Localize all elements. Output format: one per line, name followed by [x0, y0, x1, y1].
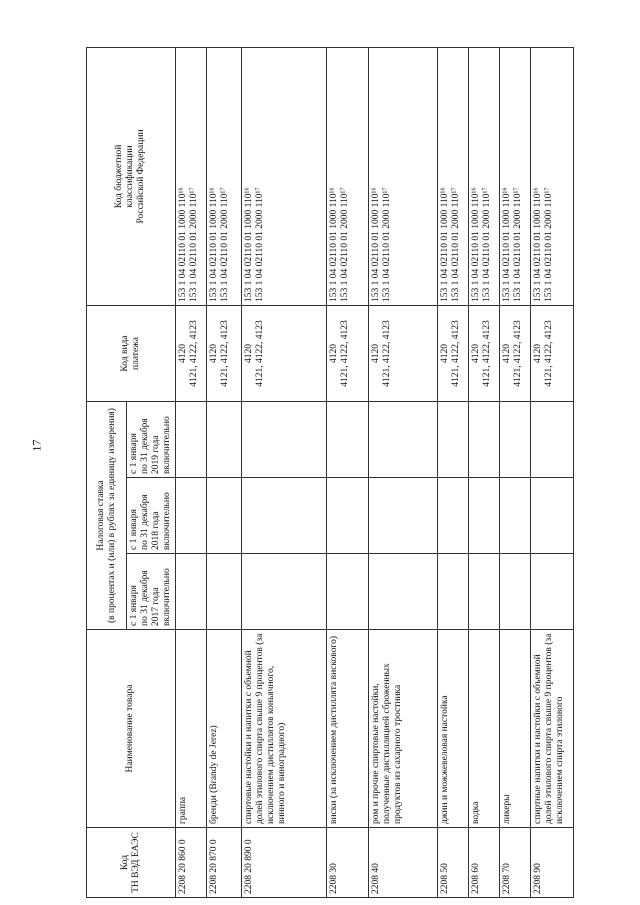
budget-code-cell [206, 48, 242, 306]
payment-code-cell [326, 306, 368, 402]
budget-code-line: 153 1 04 02110 01 2000 110¹⁷ [339, 187, 350, 302]
product-code-cell: 2208 90 [530, 828, 573, 898]
product-code-cell: 2208 20 890 0 [242, 828, 327, 898]
rate-2018-cell [530, 478, 573, 554]
table-row [468, 48, 499, 898]
budget-code-line: 153 1 04 02110 01 2000 110¹⁷ [255, 187, 266, 302]
budget-code-cell [530, 48, 573, 306]
rate-2017-cell [369, 554, 438, 630]
payment-code-cell [175, 306, 206, 402]
product-code-cell: 2208 50 [437, 828, 468, 898]
budget-code-line: 153 1 04 02110 01 1000 110¹⁶ [439, 187, 450, 302]
rate-2019-cell [206, 402, 242, 478]
payment-code-line: 4120 [501, 344, 512, 363]
payment-code-cell [206, 306, 242, 402]
rate-2017-cell [468, 554, 499, 630]
product-code-cell: 2208 60 [468, 828, 499, 898]
rate-2017-cell [499, 554, 530, 630]
rate-2019-cell [468, 402, 499, 478]
budget-code-line: 153 1 04 02110 01 1000 110¹⁶ [328, 187, 339, 302]
table-row [437, 48, 468, 898]
budget-code-line: 153 1 04 02110 01 2000 110¹⁷ [512, 187, 523, 302]
product-name-cell: водка [468, 630, 499, 828]
budget-code-line: 153 1 04 02110 01 2000 110¹⁷ [450, 187, 461, 302]
budget-code-line: 153 1 04 02110 01 2000 110¹⁷ [219, 187, 230, 302]
table-row [530, 48, 573, 898]
payment-code-line: 4121, 4122, 4123 [339, 320, 350, 387]
rotated-table-container [86, 48, 574, 898]
payment-code-line: 4120 [208, 344, 219, 363]
rate-2017-cell [437, 554, 468, 630]
budget-code-cell [468, 48, 499, 306]
product-code-cell: 2208 20 870 0 [206, 828, 242, 898]
header-rate-2018: с 1 января по 31 декабря 2018 года включительно [127, 478, 176, 554]
payment-code-cell [468, 306, 499, 402]
budget-code-line: 153 1 04 02110 01 2000 110¹⁷ [481, 187, 492, 302]
budget-code-cell [437, 48, 468, 306]
header-rate-group: Налоговая ставка (в процентах и (или) в рублях за единицу измерения) [87, 402, 127, 630]
rate-2019-cell [437, 402, 468, 478]
product-name-cell: джин и можжевеловая настойка [437, 630, 468, 828]
rate-2018-cell [175, 478, 206, 554]
header-payment-code: Код вида платежа [87, 306, 176, 402]
rate-2019-cell [242, 402, 327, 478]
page-number: 17 [29, 439, 44, 452]
payment-code-line: 4120 [371, 344, 382, 363]
payment-code-cell [437, 306, 468, 402]
product-name-cell: ром и прочие спиртовые настойки, полученные дистилляцией сброженных продуктов из сахарного тростника [369, 630, 438, 828]
rate-2018-cell [369, 478, 438, 554]
payment-code-cell [499, 306, 530, 402]
header-budget-classification: Код бюджетной классификации Российской Федерации [87, 48, 176, 306]
table-row [369, 48, 438, 898]
product-name-cell: граппа [175, 630, 206, 828]
rate-2019-cell [499, 402, 530, 478]
rate-2019-cell [369, 402, 438, 478]
rate-2019-cell [175, 402, 206, 478]
budget-code-line: 153 1 04 02110 01 1000 110¹⁶ [470, 187, 481, 302]
payment-code-line: 4120 [470, 344, 481, 363]
rate-2017-cell [206, 554, 242, 630]
rate-2019-cell [326, 402, 368, 478]
payment-code-line: 4120 [177, 344, 188, 363]
payment-code-line: 4121, 4122, 4123 [450, 320, 461, 387]
rate-2017-cell [175, 554, 206, 630]
payment-code-line: 4121, 4122, 4123 [543, 320, 554, 387]
budget-code-line: 153 1 04 02110 01 1000 110¹⁶ [208, 187, 219, 302]
rate-2017-cell [326, 554, 368, 630]
payment-code-line: 4120 [244, 344, 255, 363]
payment-code-line: 4120 [328, 344, 339, 363]
table-row [242, 48, 327, 898]
budget-code-cell [369, 48, 438, 306]
table-row [499, 48, 530, 898]
product-code-cell: 2208 70 [499, 828, 530, 898]
budget-code-line: 153 1 04 02110 01 2000 110¹⁷ [543, 187, 554, 302]
header-code: Код ТН ВЭД ЕАЭС [87, 828, 176, 898]
product-code-cell: 2208 30 [326, 828, 368, 898]
payment-code-line: 4121, 4122, 4123 [255, 320, 266, 387]
rate-2019-cell [530, 402, 573, 478]
rate-2018-cell [206, 478, 242, 554]
product-name-cell: виски (за исключением дистиллята вискового) [326, 630, 368, 828]
product-code-cell: 2208 40 [369, 828, 438, 898]
tariff-table [86, 47, 574, 898]
budget-code-cell [499, 48, 530, 306]
payment-code-line: 4120 [532, 344, 543, 363]
rate-2017-cell [530, 554, 573, 630]
payment-code-cell [530, 306, 573, 402]
product-name-cell: бренди (Brandy de Jerez) [206, 630, 242, 828]
budget-code-line: 153 1 04 02110 01 1000 110¹⁶ [177, 187, 188, 302]
product-name-cell: ликеры [499, 630, 530, 828]
payment-code-line: 4121, 4122, 4123 [382, 320, 393, 387]
rate-2018-cell [326, 478, 368, 554]
budget-code-line: 153 1 04 02110 01 2000 110¹⁷ [188, 187, 199, 302]
budget-code-line: 153 1 04 02110 01 1000 110¹⁶ [532, 187, 543, 302]
table-row [206, 48, 242, 898]
product-name-cell: спиртные напитки и настойки с объемной долей этилового спирта свыше 9 процентов (за исключением спирта этилового [530, 630, 573, 828]
payment-code-line: 4121, 4122, 4123 [512, 320, 523, 387]
payment-code-line: 4121, 4122, 4123 [481, 320, 492, 387]
budget-code-cell [175, 48, 206, 306]
budget-code-cell [326, 48, 368, 306]
budget-code-line: 153 1 04 02110 01 1000 110¹⁶ [244, 187, 255, 302]
rate-2018-cell [468, 478, 499, 554]
header-rate-2017: с 1 января по 31 декабря 2017 года включительно [127, 554, 176, 630]
budget-code-line: 153 1 04 02110 01 1000 110¹⁶ [501, 187, 512, 302]
payment-code-line: 4121, 4122, 4123 [188, 320, 199, 387]
payment-code-cell [369, 306, 438, 402]
rate-2018-cell [242, 478, 327, 554]
header-rate-2019: с 1 января по 31 декабря 2019 года включительно [127, 402, 176, 478]
table-row [175, 48, 206, 898]
budget-code-line: 153 1 04 02110 01 1000 110¹⁶ [371, 187, 382, 302]
payment-code-cell [242, 306, 327, 402]
payment-code-line: 4120 [439, 344, 450, 363]
product-code-cell: 2208 20 860 0 [175, 828, 206, 898]
payment-code-line: 4121, 4122, 4123 [219, 320, 230, 387]
rate-2018-cell [437, 478, 468, 554]
budget-code-line: 153 1 04 02110 01 2000 110¹⁷ [382, 187, 393, 302]
table-row [326, 48, 368, 898]
budget-code-cell [242, 48, 327, 306]
rate-2017-cell [242, 554, 327, 630]
table-body [175, 48, 573, 898]
rate-2018-cell [499, 478, 530, 554]
product-name-cell: спиртовые настойки и напитки с объемной долей этилового спирта свыше 9 процентов (за исключением дистиллятов коньячного, винного и виноградного) [242, 630, 327, 828]
header-name: Наименование товара [87, 630, 176, 828]
